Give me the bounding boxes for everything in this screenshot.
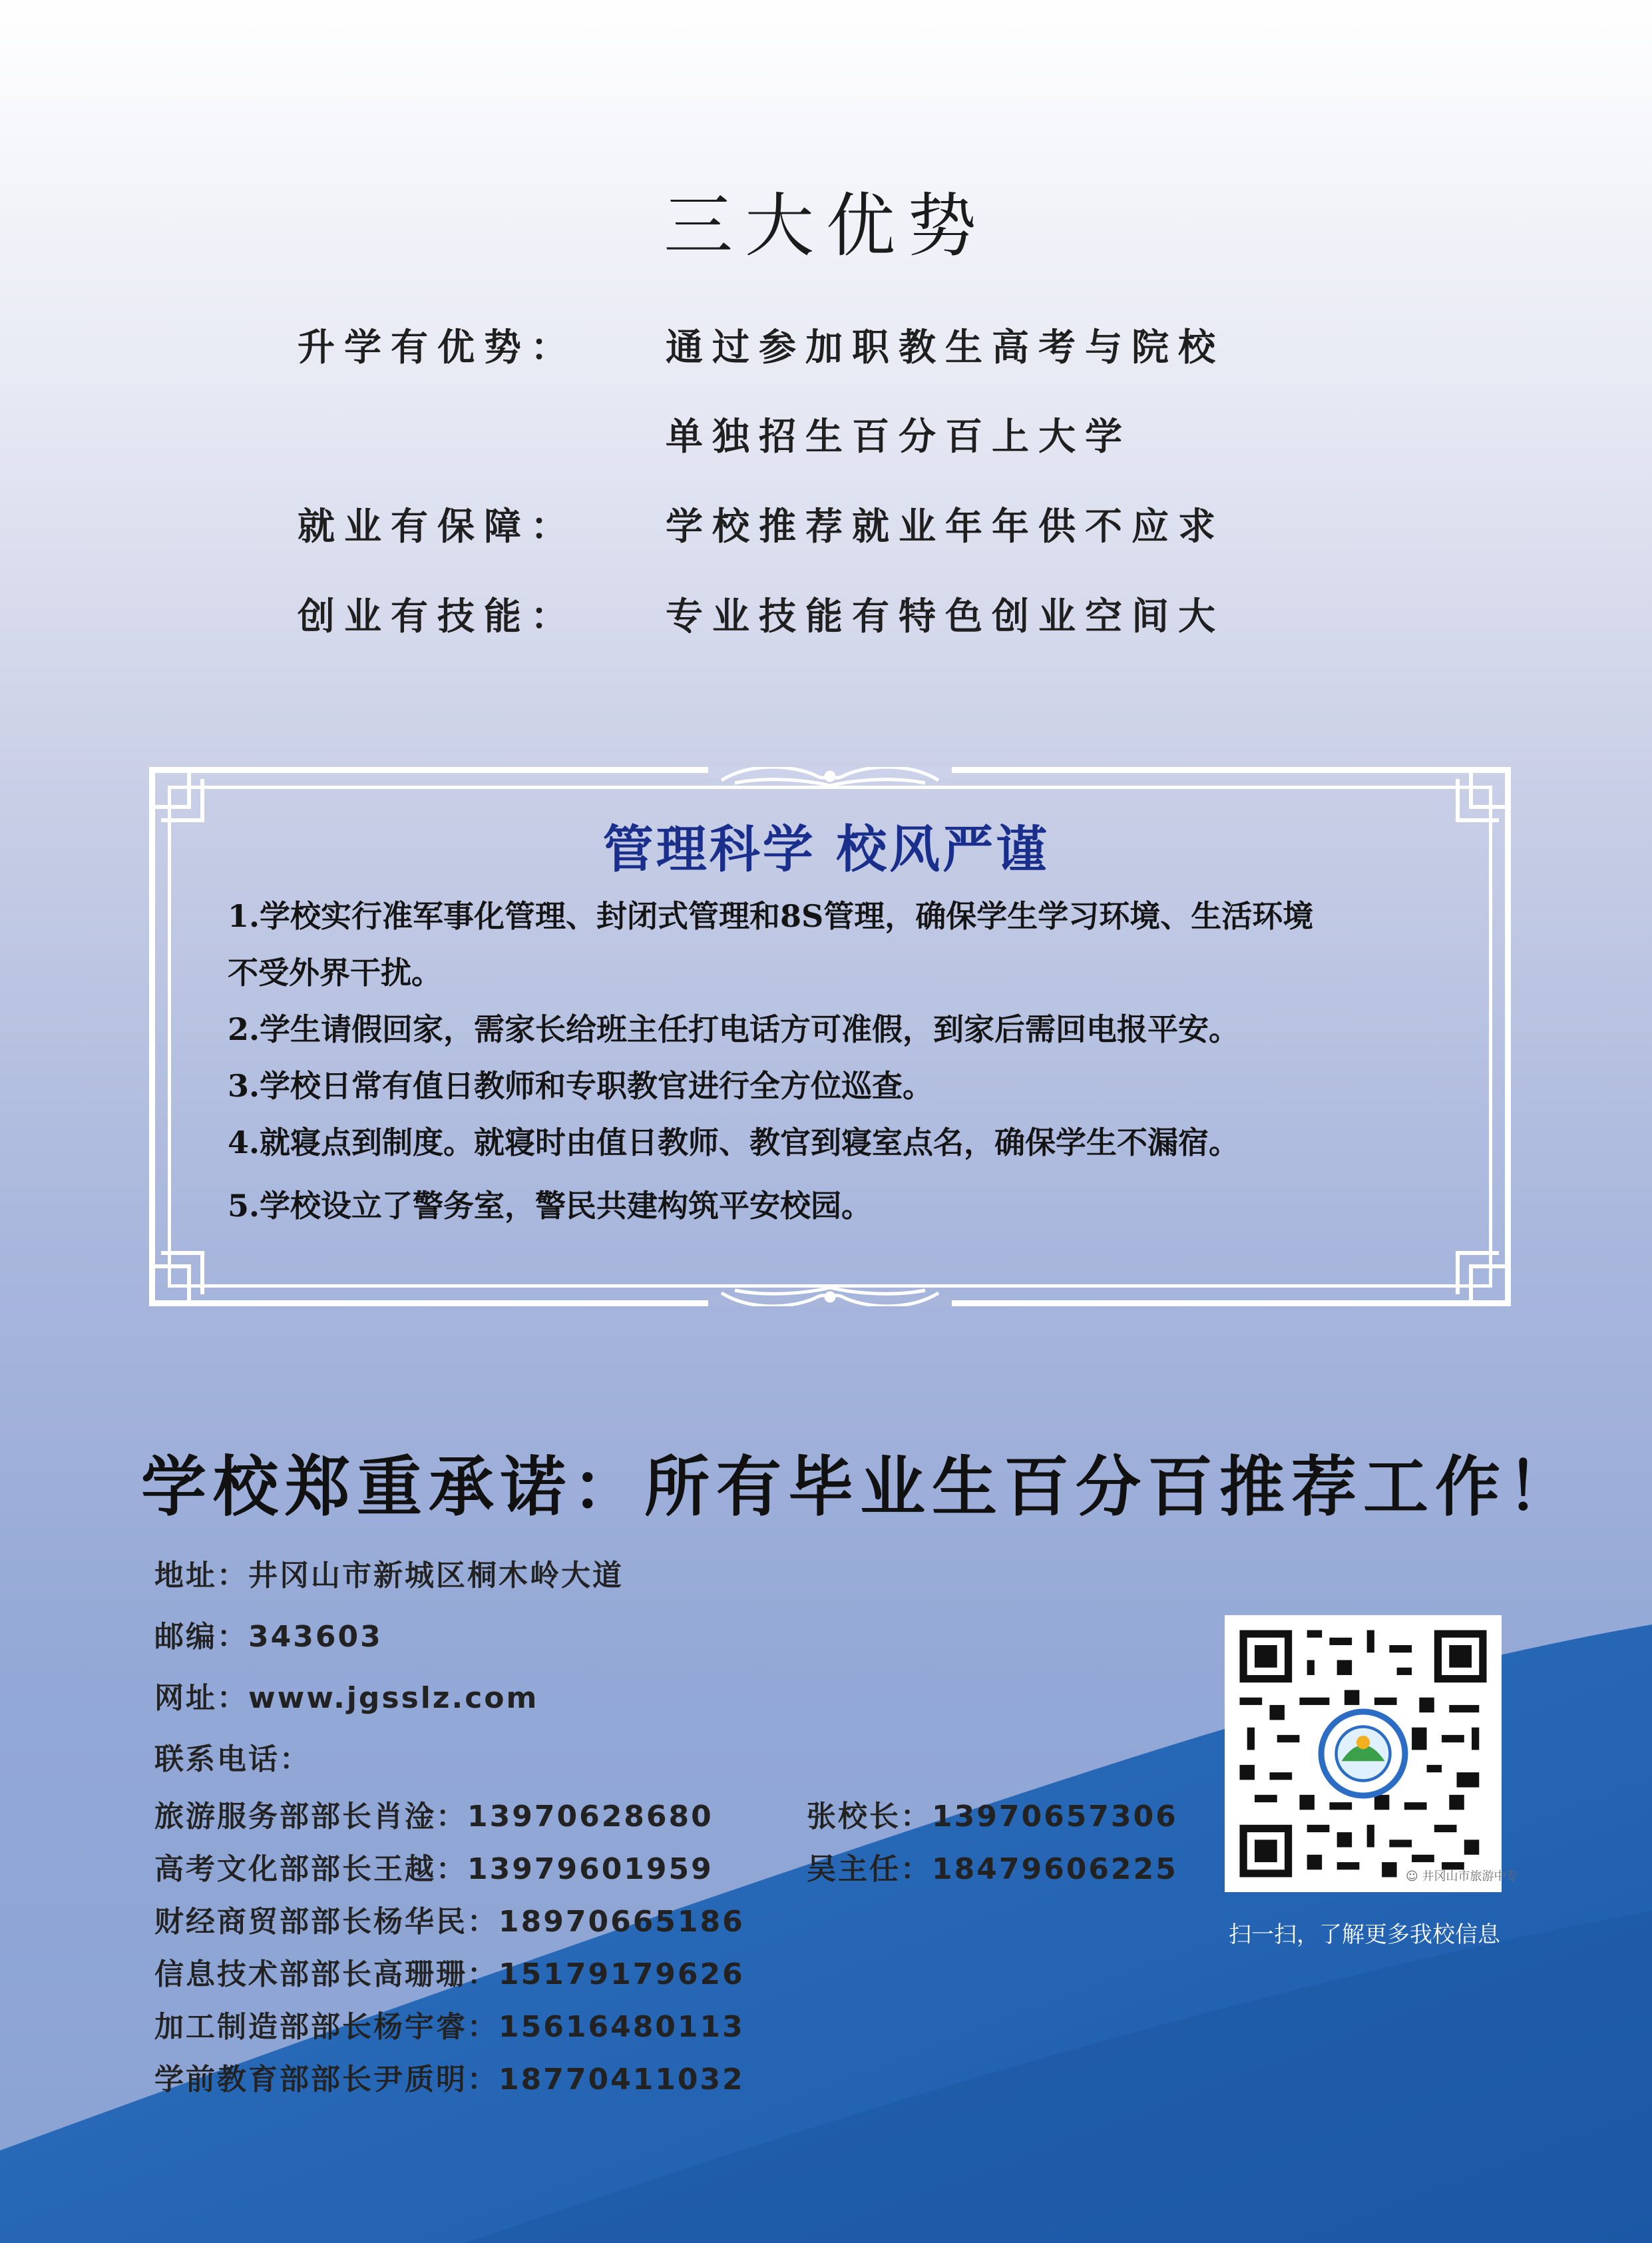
phone-number[interactable]: 15616480113 — [499, 2010, 745, 2044]
phone-row — [154, 2055, 745, 2098]
phone-number[interactable]: 18970665186 — [499, 1905, 745, 1939]
address-label: 地址： — [154, 1559, 248, 1593]
address-value: 井冈山市新城区桐木岭大道 — [248, 1559, 624, 1593]
website-label: 网址： — [154, 1681, 248, 1715]
phone-number[interactable]: 18770411032 — [499, 2063, 745, 2097]
rule-3: 3.学校日常有值日教师和专职教官进行全方位巡查。 — [228, 1068, 934, 1104]
qr-code-icon — [1225, 1615, 1502, 1892]
address-row — [154, 1551, 624, 1594]
phone-row — [154, 2003, 745, 2045]
advantage-text-study-1: 通过参加职教生高考与院校 — [666, 326, 1225, 370]
phone-number[interactable]: 13979601959 — [467, 1852, 714, 1886]
school-promise: 学校郑重承诺：所有毕业生百分百推荐工作！ — [141, 1449, 1579, 1525]
phone-name: 加工制造部部长杨宇睿： — [154, 2010, 499, 2044]
qr-watermark — [1406, 1867, 1518, 1884]
rule-5: 5.学校设立了警务室，警民共建构筑平安校园。 — [228, 1188, 873, 1224]
advantage-label-startup: 创业有技能： — [298, 595, 577, 638]
rule-2: 2.学生请假回家，需家长给班主任打电话方可准假，到家后需回电报平安。 — [228, 1011, 1240, 1047]
phone-name: 高考文化部部长王越： — [154, 1852, 467, 1886]
advantage-text-employment: 学校推荐就业年年供不应求 — [666, 505, 1225, 549]
postcode-label: 邮编： — [154, 1620, 248, 1654]
management-title: 管理科学 校风严谨 — [602, 820, 1050, 879]
phone-row — [807, 1792, 1178, 1835]
postcode-row — [154, 1613, 383, 1655]
qr-code[interactable] — [1225, 1615, 1502, 1892]
phone-number[interactable]: 18479606225 — [932, 1852, 1178, 1886]
school-logo-icon — [1321, 1712, 1405, 1796]
phone-name: 旅游服务部部长肖淦： — [154, 1800, 467, 1834]
advantage-text-startup: 专业技能有特色创业空间大 — [666, 595, 1225, 638]
qr-caption: 扫一扫，了解更多我校信息 — [1229, 1921, 1500, 1948]
website-row — [154, 1674, 538, 1716]
phone-name: 张校长： — [807, 1800, 932, 1834]
phones-label: 联系电话： — [154, 1742, 311, 1776]
phone-row — [154, 1845, 714, 1887]
advantage-text-study-2: 单独招生百分百上大学 — [666, 415, 1132, 459]
phone-name: 信息技术部部长高珊珊： — [154, 1957, 499, 1991]
phone-number[interactable]: 13970628680 — [467, 1800, 714, 1834]
phone-number[interactable]: 15179179626 — [499, 1957, 745, 1991]
phone-row — [154, 1792, 714, 1835]
wechat-icon: ☺ — [1406, 1869, 1418, 1883]
advantage-label-employment: 就业有保障： — [298, 505, 577, 549]
phone-name: 吴主任： — [807, 1852, 932, 1886]
advantage-label-study: 升学有优势： — [298, 326, 577, 370]
rule-1-cont: 不受外界干扰。 — [228, 955, 442, 991]
phone-name: 学前教育部部长尹质明： — [154, 2063, 499, 2097]
page-title: 三大优势 — [663, 185, 988, 266]
postcode-value: 343603 — [248, 1620, 383, 1654]
phone-name: 财经商贸部部长杨华民： — [154, 1905, 499, 1939]
phone-row — [807, 1845, 1178, 1887]
phone-number[interactable]: 13970657306 — [932, 1800, 1178, 1834]
rule-1: 1.学校实行准军事化管理、封闭式管理和8S管理，确保学生学习环境、生活环境 — [228, 898, 1314, 934]
rule-4: 4.就寝点到制度。就寝时由值日教师、教官到寝室点名，确保学生不漏宿。 — [228, 1124, 1240, 1160]
phone-row — [154, 1897, 745, 1940]
website-link[interactable]: www.jgsslz.com — [248, 1681, 539, 1715]
watermark-text: 井冈山市旅游中专 — [1422, 1869, 1518, 1883]
phone-row — [154, 1950, 745, 1993]
